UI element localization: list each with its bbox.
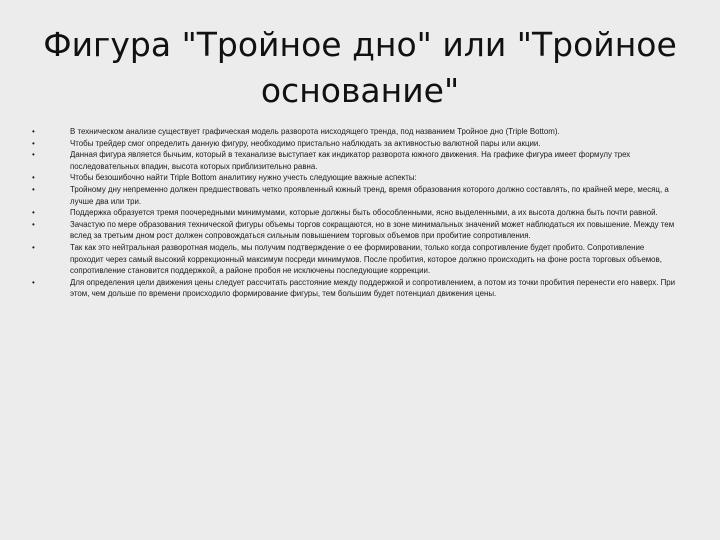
list-item [30,242,680,277]
bullet-icon: • [32,184,35,194]
bullet-text: Так как это нейтральная разворотная модель, мы получим подтверждение о ее формировании, только когда сопротивление будет пробито. Сопротивление проходит через самый высокий коррекционный максимум посреди минимумов. После пробития, которое должно происходить на фоне роста торговых объемов, сопротивление становится поддержкой, а районе пробоя не исключены последующие коррекции. [70,242,662,276]
bullet-text: Поддержка образуется тремя поочередными минимумами, которые должны быть обособленными, ясно выделенными, а их высота должна быть почти равной. [70,208,658,218]
bullet-text: В техническом анализе существует графическая модель разворота нисходящего тренда, под названием Тройное дно (Triple Bottom). [70,127,560,136]
bullet-icon: • [32,173,35,183]
bullet-text: Тройному дну непременно должен предшествовать четко проявленный южный тренд, время образования которого должно составлять, по крайней мере, месяц, а лучше два или три. [70,184,669,206]
list-item [30,277,680,300]
bullet-icon: • [32,127,35,136]
slide-title-line-2: основание" [260,71,460,110]
slide-title [30,22,690,114]
bullet-icon: • [32,150,35,160]
bullet-icon: • [32,277,35,287]
bullet-icon: • [32,138,35,148]
bullet-icon: • [32,242,35,252]
bullet-text: Зачастую по мере образования технической фигуры объемы торгов сокращаются, но в зоне минимальных значений может наблюдаться их повышение. Между тем вслед за третьим дном рост должен сопровождаться сильным повышением торговых объемов при пробитие сопротивления. [70,219,675,241]
list-item [30,207,680,219]
bullet-icon: • [32,219,35,229]
list-item [30,149,680,172]
bullet-text: Для определения цели движения цены следует рассчитать расстояние между поддержкой и сопротивлением, а потом из точки пробития перенести его наверх. При этом, чем дольше по времени происходило формирование фигуры, тем большим будет потенциал движения цены. [70,277,676,299]
bullet-text: Чтобы безошибочно найти Triple Bottom аналитику нужно учесть следующие важные аспекты: [70,173,417,183]
slide-title-line-1: Фигура "Тройное дно" или "Тройное [43,25,677,64]
list-item [30,172,680,184]
bullet-text: Данная фигура является бычьим, который в теханализе выступает как индикатор разворота южного движения. На графике фигура имеет формулу трех последовательных впадин, высота которых приблизительно равна. [70,150,631,171]
list-item [30,219,680,242]
bullet-list [30,126,680,300]
list-item [30,126,680,138]
bullet-icon: • [32,208,35,218]
list-item [30,184,680,207]
list-item [30,138,680,150]
bullet-text: Чтобы трейдер смог определить данную фигуру, необходимо пристально наблюдать за активностью валютной пары или акции. [70,138,541,148]
